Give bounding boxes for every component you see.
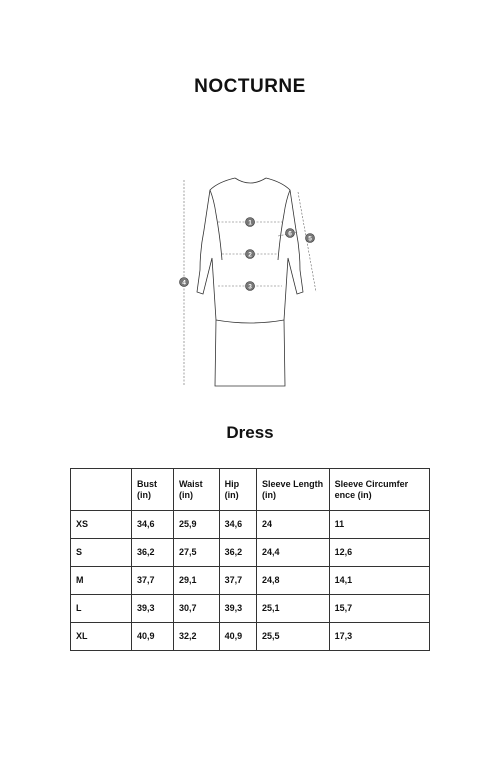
header-bust: Bust (in) [132, 469, 174, 511]
table-header-row [71, 469, 430, 511]
product-title: Dress [226, 423, 274, 442]
cell-hip: 37,7 [219, 567, 256, 595]
cell-waist: 30,7 [173, 595, 219, 623]
marker-1 [246, 218, 255, 227]
cell-waist: 29,1 [173, 567, 219, 595]
cell-sleeve-circumference: 15,7 [329, 595, 429, 623]
size-chart-table [70, 468, 430, 651]
header-hip: Hip (in) [219, 469, 256, 511]
svg-text:3: 3 [248, 283, 252, 291]
cell-waist: 27,5 [173, 539, 219, 567]
header-sleeve-length: Sleeve Length (in) [257, 469, 330, 511]
header-sleeve-circumference: Sleeve Circumfer ence (in) [329, 469, 429, 511]
cell-waist: 25,9 [173, 511, 219, 539]
table-row [71, 511, 430, 539]
table-row [71, 595, 430, 623]
marker-5 [306, 234, 315, 243]
header-waist: Waist (in) [173, 469, 219, 511]
marker-6 [286, 229, 295, 238]
svg-text:6: 6 [288, 230, 292, 238]
table-row [71, 623, 430, 651]
cell-bust: 39,3 [132, 595, 174, 623]
marker-3 [246, 282, 255, 291]
cell-hip: 40,9 [219, 623, 256, 651]
cell-bust: 40,9 [132, 623, 174, 651]
cell-sleeve-circumference: 12,6 [329, 539, 429, 567]
cell-sleeve-length: 24,4 [257, 539, 330, 567]
cell-size: M [71, 567, 132, 595]
table-row [71, 539, 430, 567]
header-size [71, 469, 132, 511]
cell-bust: 36,2 [132, 539, 174, 567]
cell-sleeve-circumference: 11 [329, 511, 429, 539]
cell-sleeve-circumference: 14,1 [329, 567, 429, 595]
cell-size: L [71, 595, 132, 623]
svg-text:2: 2 [248, 251, 252, 259]
dress-diagram [160, 170, 340, 400]
brand-title: NOCTURNE [194, 76, 306, 97]
cell-sleeve-length: 24,8 [257, 567, 330, 595]
cell-sleeve-circumference: 17,3 [329, 623, 429, 651]
cell-sleeve-length: 25,1 [257, 595, 330, 623]
dress-illustration [160, 170, 340, 400]
svg-text:4: 4 [182, 279, 186, 287]
marker-2 [246, 250, 255, 259]
cell-size: XS [71, 511, 132, 539]
cell-hip: 36,2 [219, 539, 256, 567]
cell-waist: 32,2 [173, 623, 219, 651]
svg-text:1: 1 [248, 219, 252, 227]
cell-hip: 39,3 [219, 595, 256, 623]
marker-4 [180, 278, 189, 287]
cell-sleeve-length: 25,5 [257, 623, 330, 651]
cell-bust: 34,6 [132, 511, 174, 539]
cell-size: S [71, 539, 132, 567]
svg-text:5: 5 [308, 235, 312, 243]
cell-size: XL [71, 623, 132, 651]
cell-hip: 34,6 [219, 511, 256, 539]
cell-bust: 37,7 [132, 567, 174, 595]
cell-sleeve-length: 24 [257, 511, 330, 539]
table-row [71, 567, 430, 595]
